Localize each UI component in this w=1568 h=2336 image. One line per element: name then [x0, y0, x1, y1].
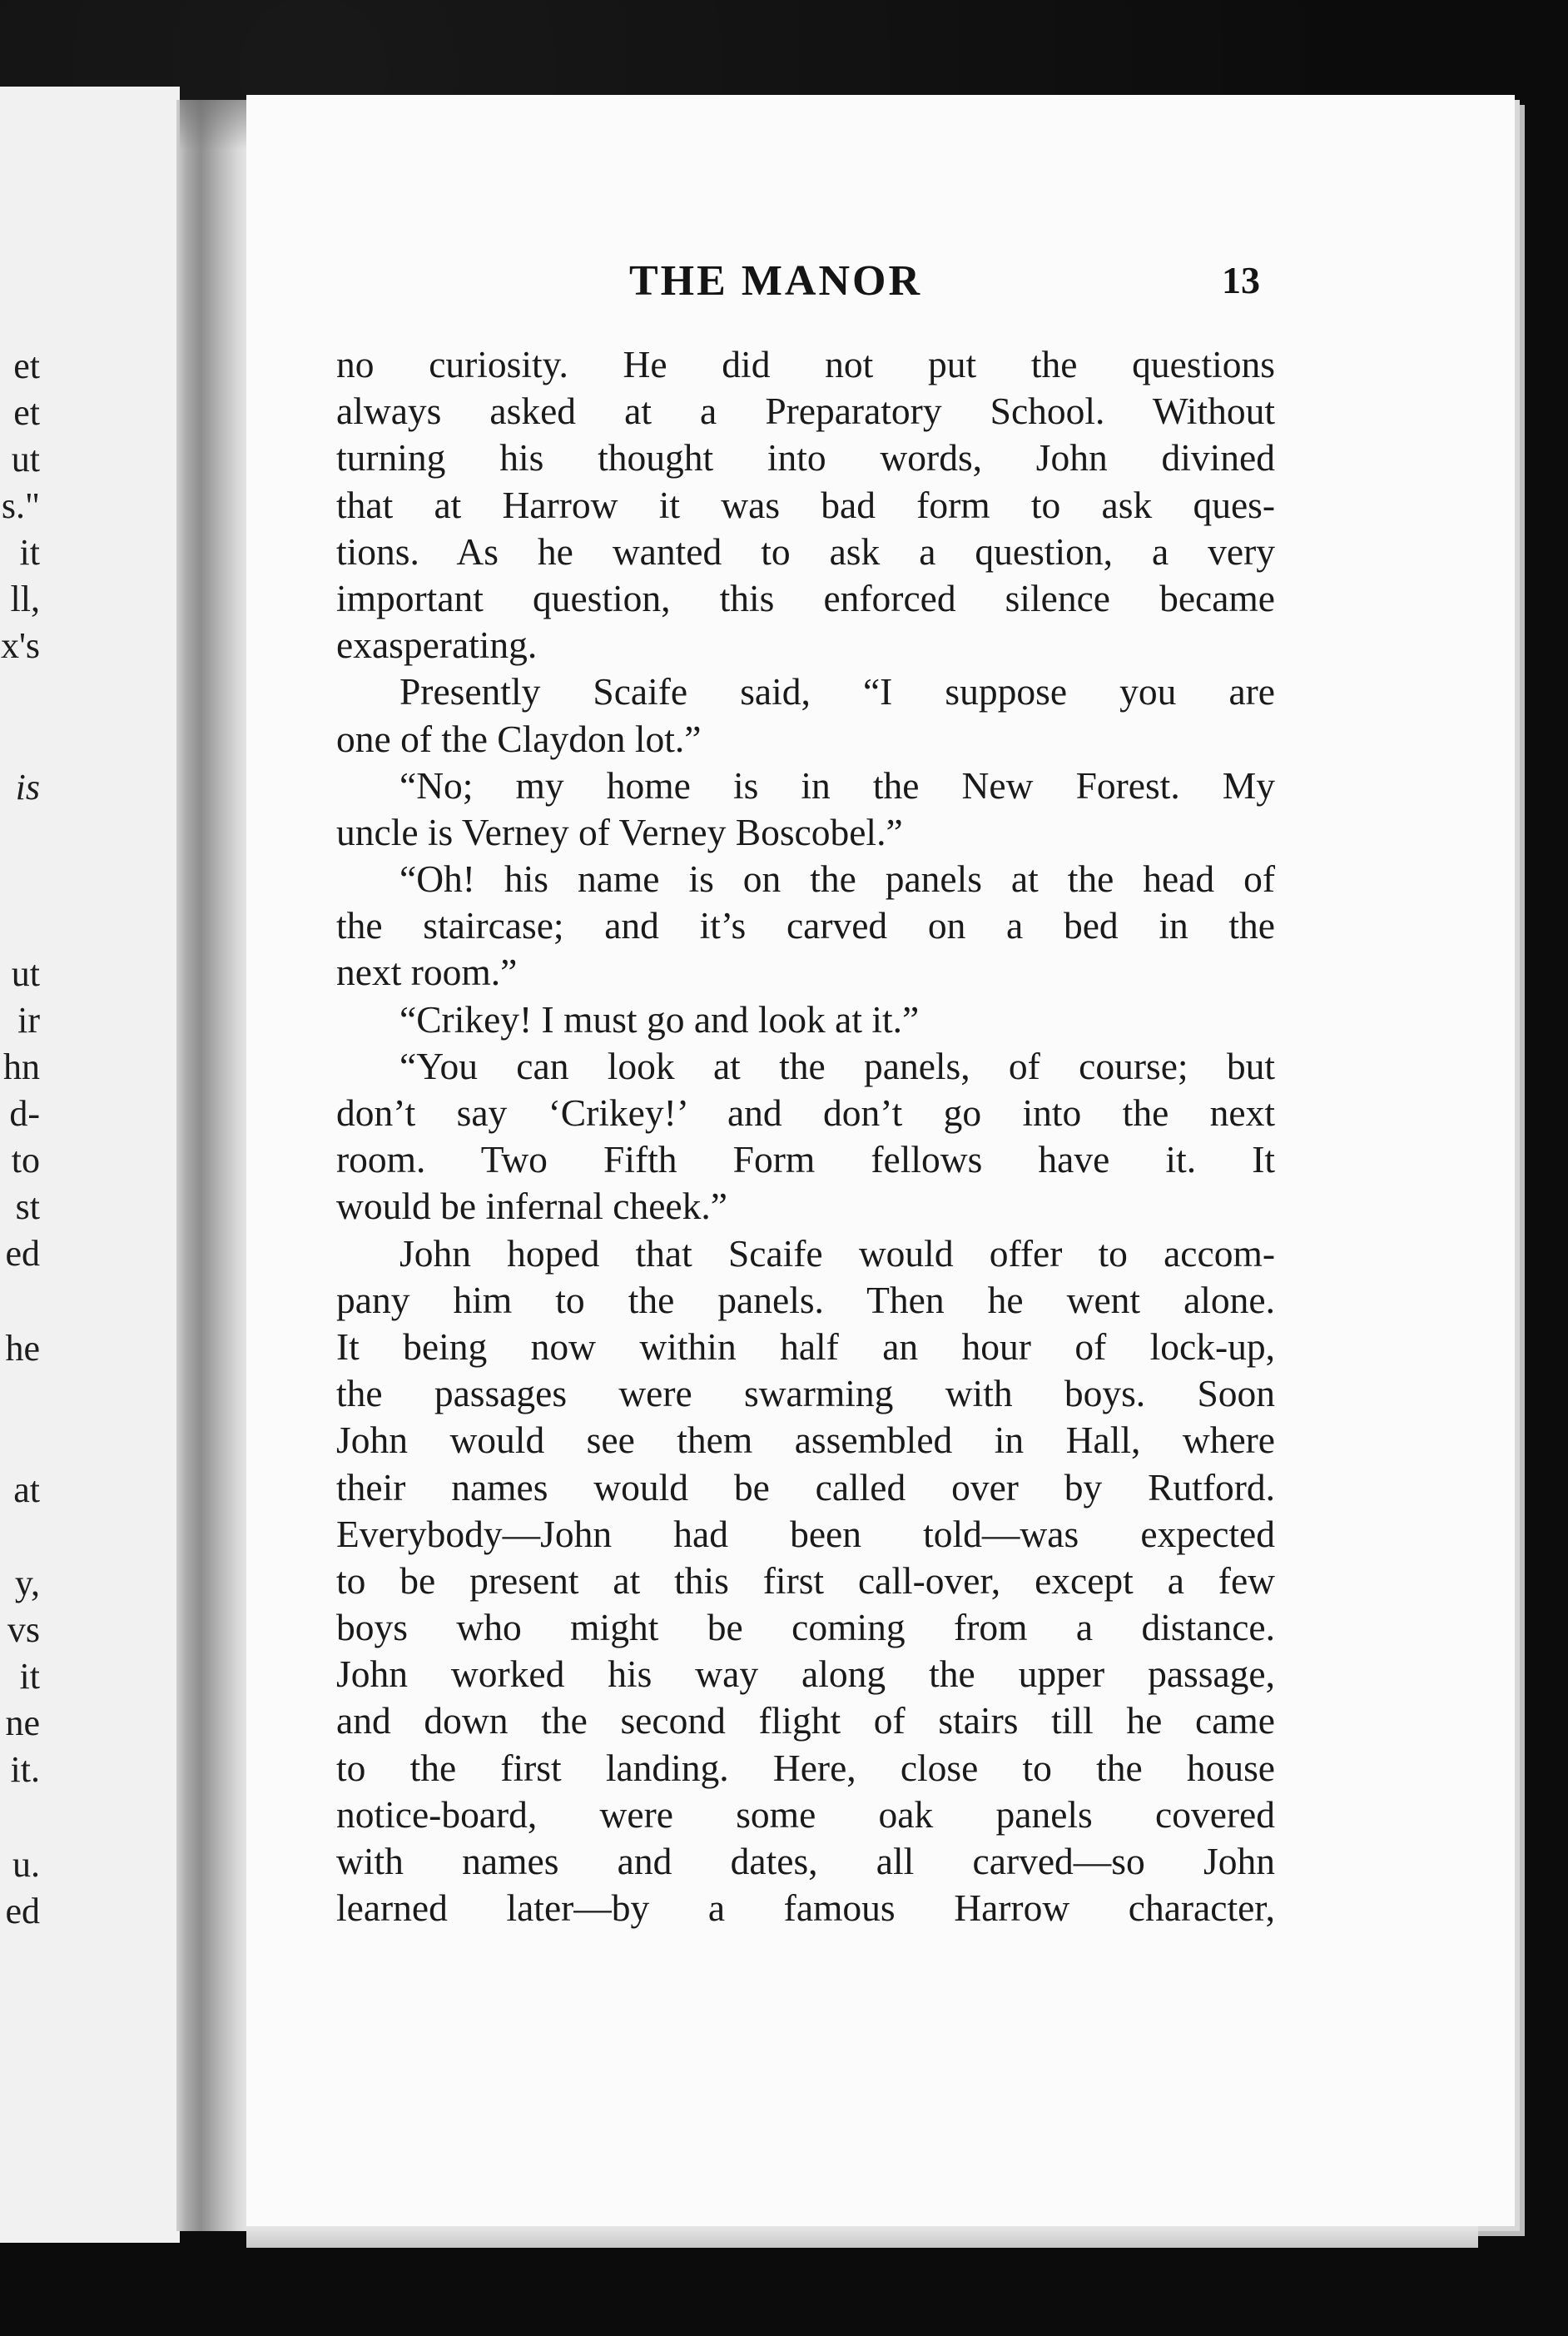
text-line: their names would be called over by Rutford. [336, 1465, 1275, 1508]
text-line: uncle is Verney of Verney Boscobel.” [336, 810, 903, 853]
text-line: important question, this enforced silence became [336, 576, 1275, 619]
text-line: Everybody—John had been told—was expected [336, 1512, 1275, 1555]
facing-page-fragment: ir [17, 1000, 40, 1041]
text-line: “No; my home is in the New Forest. My [399, 763, 1275, 807]
text-line: the staircase; and it’s carved on a bed in the [336, 904, 1275, 947]
text-line: with names and dates, all carved—so John [336, 1840, 1275, 1882]
text-line: tions. As he wanted to ask a question, a very [336, 529, 1275, 573]
facing-page-fragment: ut [11, 953, 40, 994]
book-gutter-shadow [176, 100, 253, 2231]
facing-page-fragment: x's [0, 625, 40, 666]
text-line: that at Harrow it was bad form to ask ques- [336, 483, 1275, 526]
text-line: “Oh! his name is on the panels at the head of [399, 857, 1275, 901]
text-line: would be infernal cheek.” [336, 1185, 727, 1228]
gutter-top-shade [180, 100, 246, 150]
text-line: notice-board, were some oak panels covered [336, 1792, 1275, 1836]
facing-page-fragment: it [19, 532, 40, 573]
facing-page-fragment: to [11, 1140, 40, 1180]
facing-page-fragment: ut [11, 439, 40, 480]
text-line: don’t say ‘Crikey!’ and don’t go into the next [336, 1091, 1275, 1134]
facing-page-fragment: d- [9, 1093, 40, 1134]
facing-page-fragment: is [15, 767, 40, 808]
facing-page-fragment: hn [3, 1046, 40, 1087]
text-line: turning his thought into words, John divined [336, 436, 1275, 480]
facing-page-fragment: et [13, 345, 40, 386]
facing-page-fragment: u. [12, 1844, 40, 1885]
text-line: boys who might be coming from a distance. [336, 1606, 1275, 1649]
running-head-title: THE MANOR [629, 257, 922, 305]
text-line: John worked his way along the upper passage, [336, 1653, 1275, 1696]
text-line: John hoped that Scaife would offer to accom- [399, 1231, 1275, 1275]
text-line: one of the Claydon lot.” [336, 717, 702, 760]
facing-page-fragment: st [15, 1186, 40, 1227]
text-line: no curiosity. He did not put the questions [336, 343, 1275, 385]
facing-page-fragment: ed [5, 1891, 40, 1931]
text-line: always asked at a Preparatory School. Without [336, 390, 1275, 433]
text-line: the passages were swarming with boys. Soon [336, 1372, 1275, 1415]
text-line: pany him to the panels. Then he went alone. [336, 1278, 1275, 1321]
facing-page-fragment: at [13, 1469, 40, 1510]
text-line: “You can look at the panels, of course; but [399, 1044, 1275, 1087]
body-text [336, 341, 1275, 1931]
facing-page-fragment: ne [5, 1702, 40, 1743]
text-line: next room.” [336, 951, 518, 994]
text-line: to be present at this first call-over, except a few [336, 1558, 1275, 1602]
text-line: to the first landing. Here, close to the house [336, 1746, 1275, 1789]
facing-page-fragment: it [19, 1656, 40, 1697]
facing-page-fragment: vs [7, 1609, 40, 1650]
text-line: and down the second flight of stairs till he came [336, 1699, 1275, 1742]
text-line: It being now within half an hour of lock-up, [336, 1325, 1275, 1368]
facing-page-fragment: ll, [10, 579, 40, 619]
text-line: room. Two Fifth Form fellows have it. It [336, 1138, 1275, 1181]
facing-page-fragment: it. [10, 1749, 40, 1790]
facing-page [0, 87, 180, 2243]
page-stack-edge [246, 2226, 1478, 2248]
text-line: learned later—by a famous Harrow character, [336, 1886, 1275, 1930]
facing-page-fragment: ed [5, 1233, 40, 1274]
text-line: exasperating. [336, 624, 538, 667]
facing-page-fragment: y, [14, 1563, 40, 1603]
facing-page-fragment: he [5, 1328, 40, 1369]
facing-page-fragment: s." [1, 485, 40, 526]
page-number: 13 [1222, 259, 1260, 301]
text-line: Presently Scaife said, “I suppose you are [399, 670, 1275, 713]
text-line: “Crikey! I must go and look at it.” [399, 997, 920, 1041]
facing-page-fragment: et [13, 392, 40, 433]
text-line: John would see them assembled in Hall, where [336, 1419, 1275, 1462]
